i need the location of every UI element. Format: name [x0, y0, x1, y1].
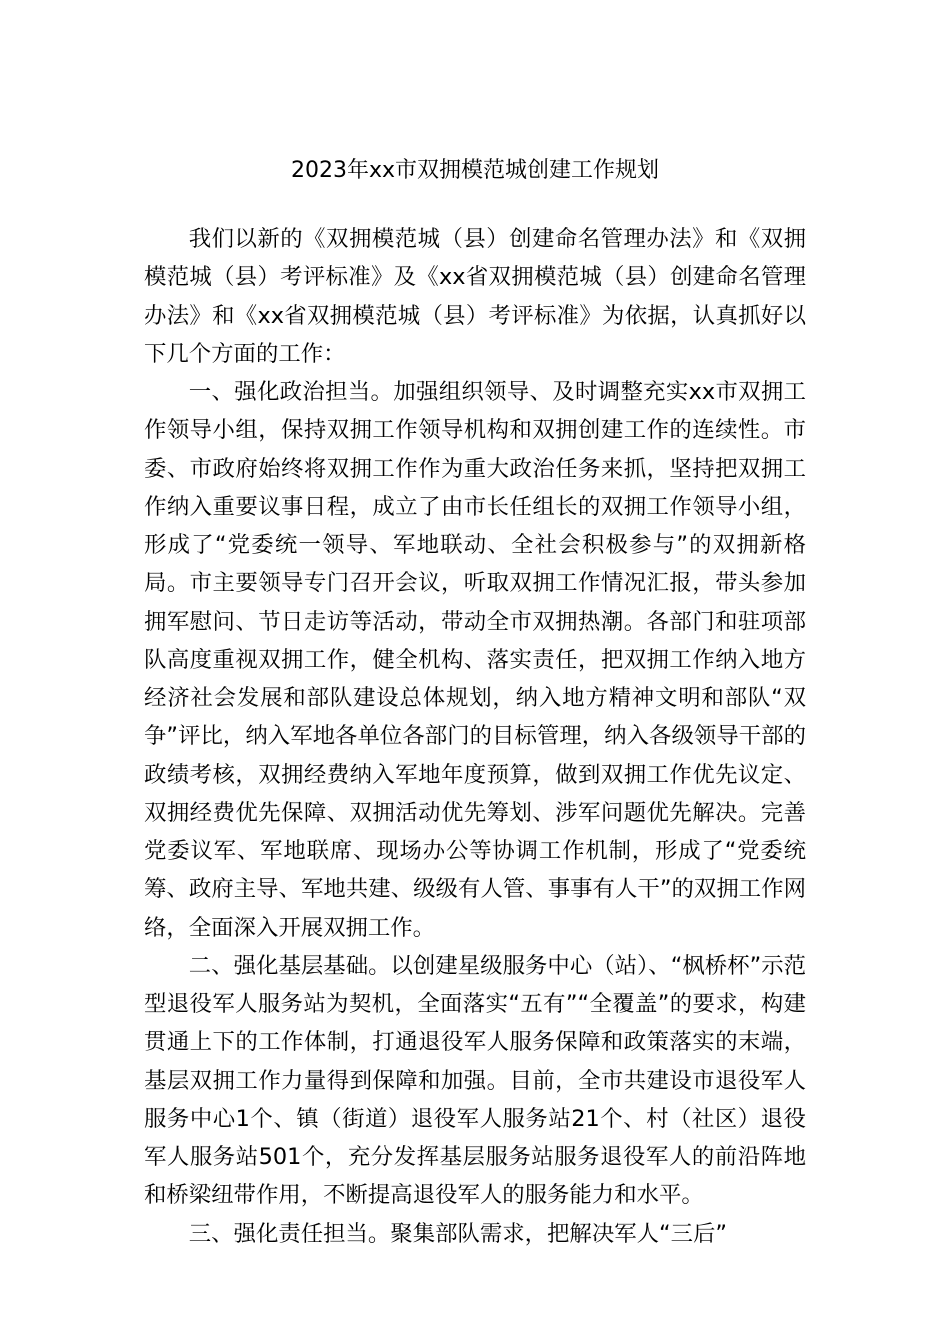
document-body: [144, 220, 806, 1253]
document-title: 2023年xx市双拥模范城创建工作规划: [290, 158, 660, 183]
paragraph-intro: 我们以新的《双拥模范城（县）创建命名管理办法》和《双拥模范城（县）考评标准》及《xx省双拥模范城（县）创建命名管理办法》和《xx省双拥模范城（县）考评标准》为依据，认真抓好以下几个方面的工作：: [144, 226, 806, 367]
paragraph-section-3: 三、强化责任担当。聚集部队需求，把解决军人“三后”: [188, 1220, 727, 1247]
paragraph-section-1: 一、强化政治担当。加强组织领导、及时调整充实xx市双拥工作领导小组，保持双拥工作领导机构和双拥创建工作的连续性。市委、市政府始终将双拥工作作为重大政治任务来抓，坚持把双拥工作纳入重要议事日程，成立了由市长任组长的双拥工作领导小组，形成了“党委统一领导、军地联动、全社会积极参与”的双拥新格局。市主要领导专门召开会议，听取双拥工作情况汇报，带头参加拥军慰问、节日走访等活动，带动全市双拥热潮。各部门和驻项部队高度重视双拥工作，健全机构、落实责任，把双拥工作纳入地方经济社会发展和部队建设总体规划，纳入地方精神文明和部队“双争”评比，纳入军地各单位各部门的目标管理，纳入各级领导干部的政绩考核，双拥经费纳入军地年度预算，做到双拥工作优先议定、双拥经费优先保障、双拥活动优先筹划、涉军问题优先解决。完善党委议军、军地联席、现场办公等协调工作机制，形成了“党委统筹、政府主导、军地共建、级级有人管、事事有人干”的双拥工作网络，全面深入开展双拥工作。: [144, 379, 806, 941]
paragraph-section-2: 二、强化基层基础。以创建星级服务中心（站）、“枫桥杯”示范型退役军人服务站为契机，全面落实“五有”“全覆盖”的要求，构建贯通上下的工作体制，打通退役军人服务保障和政策落实的末端，基层双拥工作力量得到保障和加强。目前，全市共建设市退役军人服务中心1个、镇（街道）退役军人服务站21个、村（社区）退役军人服务站501个，充分发挥基层服务站服务退役军人的前沿阵地和桥梁纽带作用，不断提高退役军人的服务能力和水平。: [144, 952, 806, 1209]
